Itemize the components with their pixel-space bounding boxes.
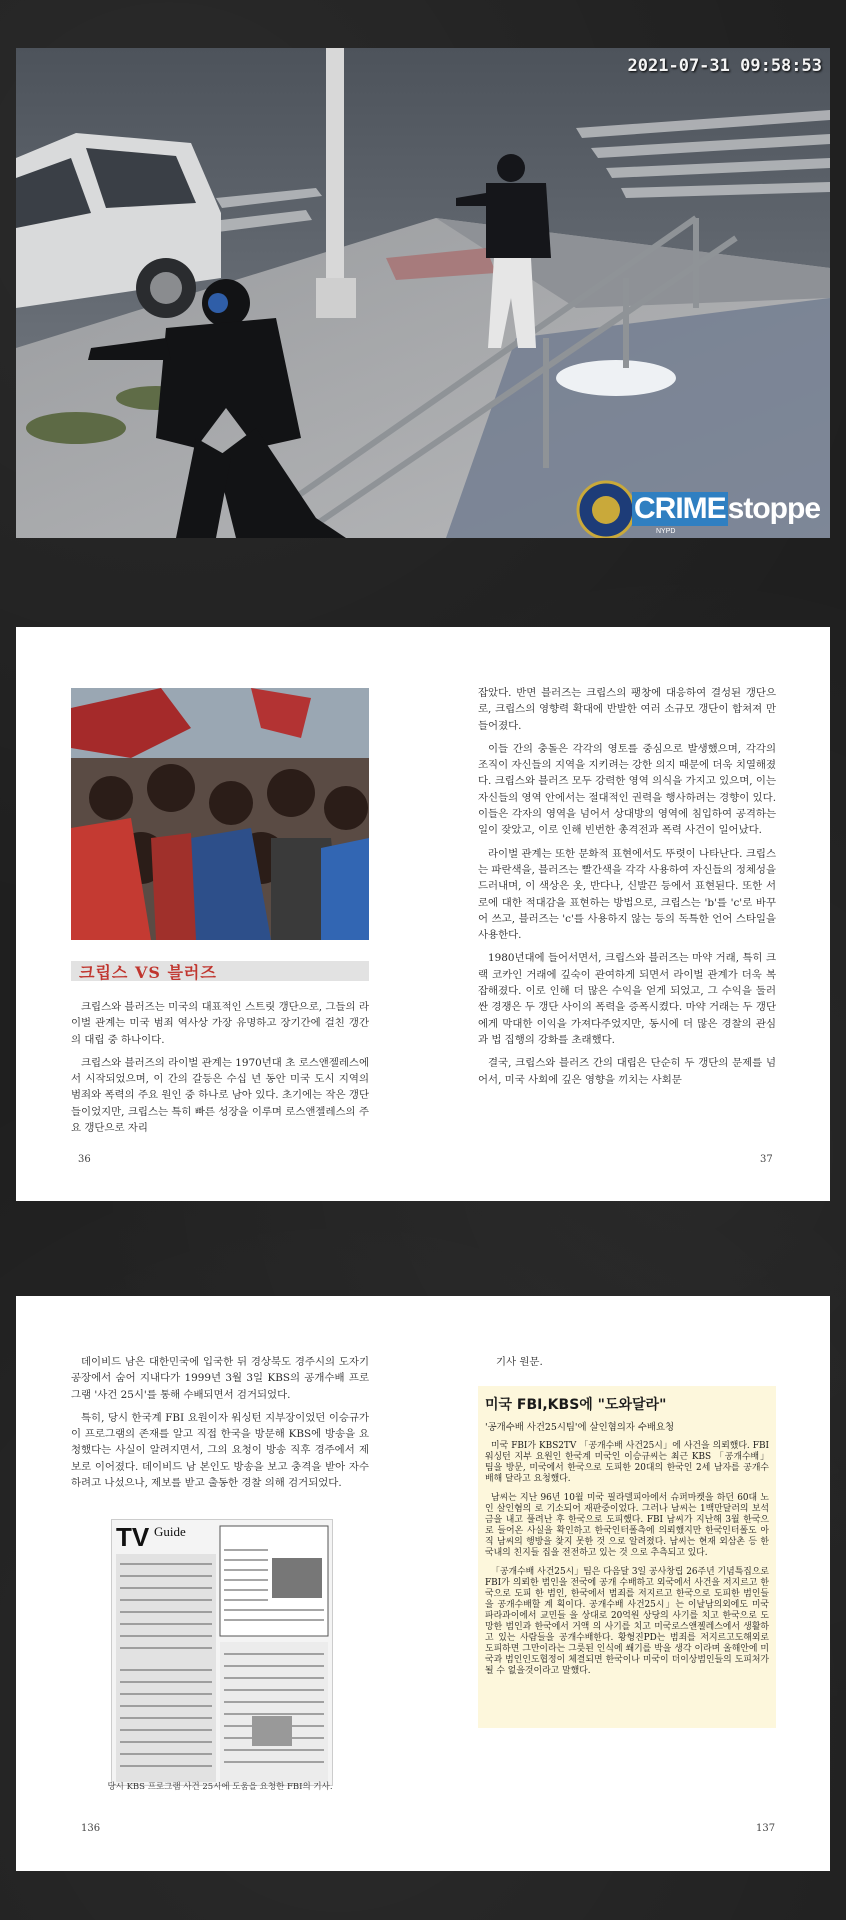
paragraph: 잡았다. 반면 블러즈는 크립스의 팽창에 대응하여 결성된 갱단으로, 크립스의 영향력 확대에 반발한 여러 소규모 갱단이 합쳐져 만들어졌다. xyxy=(478,687,776,732)
tvguide-clipping xyxy=(111,1519,333,1786)
news-paragraph: 남씨는 지난 96년 10월 미국 필라델피아에서 슈퍼마켓을 하던 60대 노인 살인혐의 로 기소되어 재판중이었다. 그러나 남씨는 1백만달러의 보석금을 내고 풀려난 후 한국으로 도피했다. FBI 남씨가 지난해 3월 한국으로 들어온 사실을 확인하고 한국인터폴측에 의뢰했지만 한국인터폴도 아직 남씨의 행방을 찾지 못한 것 으로 알려졌다. 남씨는 현재 외삼촌 등 한국내의 친지들 집을 전전하고 있는 것 으로 추측되고 있다. xyxy=(485,1493,769,1558)
paragraph: 1980년대에 들어서면서, 크립스와 블러즈는 마약 거래, 특히 크랙 코카인 거래에 깊숙이 관여하게 되면서 라이벌 관계가 더욱 복잡해졌다. 이로 인해 더 많은 수익을 얻게 되었고, 그 수익을 둘러싼 경쟁은 두 갱단 사이의 폭력을 증폭시켰다. 마약 거래는 두 갱단에게 막대한 이익을 가져다주었지만, 동시에 더 많은 경찰의 관심과 법 집행의 강화를 초래했다. xyxy=(478,952,776,1046)
tvguide-columns xyxy=(112,1520,332,1785)
tvguide-logo-a: TV xyxy=(116,1522,150,1552)
nypd-label: NYPD xyxy=(656,528,676,535)
lead-text: 기사 원문. xyxy=(496,1356,543,1368)
news-article-box xyxy=(478,1386,776,1728)
paragraph: 이들 간의 충돌은 각각의 영토를 중심으로 발생했으며, 각각의 조직이 자신들의 지역을 지키려는 강한 의지 때문에 더욱 치열해졌다. 크립스와 블러즈 모두 강력한 영역 의식을 가지고 있으며, 이는 자신들의 영역 안에서는 절대적인 권력을 행사하려는 경향이 있다. 이들은 각자의 영역을 넘어서 상대방의 영역에 침입하여 공격하는 일이 잦았고, 이로 인해 빈번한 총격전과 폭력 사건이 일어났다. xyxy=(478,742,776,837)
car-shape xyxy=(16,133,221,318)
page137-lead xyxy=(486,1354,776,1377)
news-paragraph: 「공개수배 사건25시」팀은 다음달 3일 공사창립 26주년 기념특집으로 FBI가 의뢰한 범인을 전국에 공개 수배하고 외국에서 사건을 저지르고 한국으로 도피 한 범인, 한국에서 범죄를 저지르고 한국으로 도피한 범인들을 공개수배할 계 획이다. 공개수배 사건25시」는 이날남의외에도 미국 파라과이에서 교민들 을 상대로 20억원 상당의 사기를 치고 한국으로 도망한 범인과 한국에서 거액 의 사기를 치고 미국로스앤젤레스에서 생활하고 있는 사람들을 공개수배한다. 황형진PD는 범죄를 저지르고도해외로 도피하면 그만이라는 그릇된 인식에 쐐기를 박을 생각 이라며 올해안에 미국과 범인인도협정이 체결되면 한국이나 미국이 더이상범인들의 도피처가 될 수 없을것이라고 말했다. xyxy=(485,1567,769,1676)
book-spread-136-137 xyxy=(16,1296,830,1871)
page-number-37: 37 xyxy=(760,1154,773,1165)
page-number-137: 137 xyxy=(756,1823,776,1834)
timestamp-text: 2021-07-31 09:58:53 xyxy=(627,56,822,76)
news-paragraph: 미국 FBI가 KBS2TV 「공개수배 사건25시」에 사건을 의뢰했다. FBI 워싱턴 지부 요원인 한국계 미국인 이승규씨는 최근 KBS 「공개수배」 팀을 방문, 미국에서 한국으로 도피한 20대의 한국인 2세 남자를 공개수배해 달라고 요청했다. xyxy=(485,1441,769,1484)
news-title: 미국 FBI,KBS에 "도와달라" xyxy=(485,1397,667,1413)
paragraph: 특히, 당시 한국계 FBI 요원이자 워싱턴 지부장이었던 이승규가 이 프로그램의 존재를 알고 직접 한국을 방문해 KBS에 방송을 요청했다는 사실이 알려지면서, 그의 요청이 방송 직후 경주에서 제보로 이어졌다. 데이비드 남 본인도 방송을 보고 충격을 받아 자수하려고 나섰으나, 제보를 받고 출동한 경찰 의해 검거되었다. xyxy=(71,1411,369,1490)
paragraph: 결국, 크립스와 블러즈 간의 대립은 단순히 두 갱단의 문제를 넘어서, 미국 사회에 깊은 영향을 끼치는 사회문 xyxy=(478,1057,776,1086)
page37-text xyxy=(478,685,776,1095)
paragraph: 데이비드 남은 대한민국에 입국한 뒤 경상북도 경주시의 도자기 공장에서 숨어 지내다가 1999년 3월 3일 KBS의 공개수배 프로그램 '사건 25시'를 통해 수배되면서 검거되었다. xyxy=(71,1356,369,1401)
paragraph: 크립스와 블러즈는 미국의 대표적인 스트릿 갱단으로, 그들의 라이벌 관계는 미국 범죄 역사상 가장 유명하고 장기간에 걸친 갱간의 대립 중 하나이다. xyxy=(71,1001,369,1046)
crimestoppers-logo xyxy=(632,486,830,532)
crowd-illustration xyxy=(71,688,369,940)
book-spread-36-37 xyxy=(16,627,830,1201)
page36-text xyxy=(71,999,369,1143)
page-number-36: 36 xyxy=(78,1154,91,1165)
paragraph: 크립스와 블러즈의 라이벌 관계는 1970년대 초 로스앤젤레스에서 시작되었으며, 이 간의 갈등은 수십 년 동안 미국 도시 지역의 범죄와 폭력의 주요 원인 중 하나로 남아 있다. 초기에는 작은 갱단들이었지만, 크립스는 특히 빠른 성장을 이루며 로스앤젤레스의 주요 갱단으로 자리 xyxy=(71,1056,369,1135)
heading-text: 크립스 VS 블러즈 xyxy=(79,962,217,982)
paragraph: 라이벌 관계는 또한 문화적 표현에서도 뚜렷이 나타난다. 크립스는 파란색을, 블러즈는 빨간색을 각각 사용하여 자신들의 정체성을 드러내며, 이 색상은 옷, 반다나, 신발끈 등에서 표현된다. 또한 서로에 대한 적대감을 표현하는 방법으로, 크립스는 'b'를 'c'로 바꾸어 쓰고, 블러즈는 'c'를 사용하지 않는 등의 독특한 언어 스타일을 사용한다. xyxy=(478,847,776,942)
tvguide-logo-b: Guide xyxy=(154,1524,186,1539)
cctv-scene xyxy=(16,48,830,538)
figure-caption: 당시 KBS 프로그램 사건 25시에 도움을 요청한 FBI의 기사. xyxy=(107,1782,333,1792)
cctv-photo xyxy=(16,48,830,538)
news-subtitle: '공개수배 사건25시팀'에 살인혐의자 수배요청 xyxy=(485,1422,675,1433)
section-heading xyxy=(71,961,369,981)
brand-right: stoppe xyxy=(727,492,821,525)
page136-text xyxy=(71,1354,369,1498)
gang-crowd-photo xyxy=(71,688,369,940)
page-number-136: 136 xyxy=(81,1823,101,1834)
brand-left: CRIME xyxy=(634,492,726,525)
